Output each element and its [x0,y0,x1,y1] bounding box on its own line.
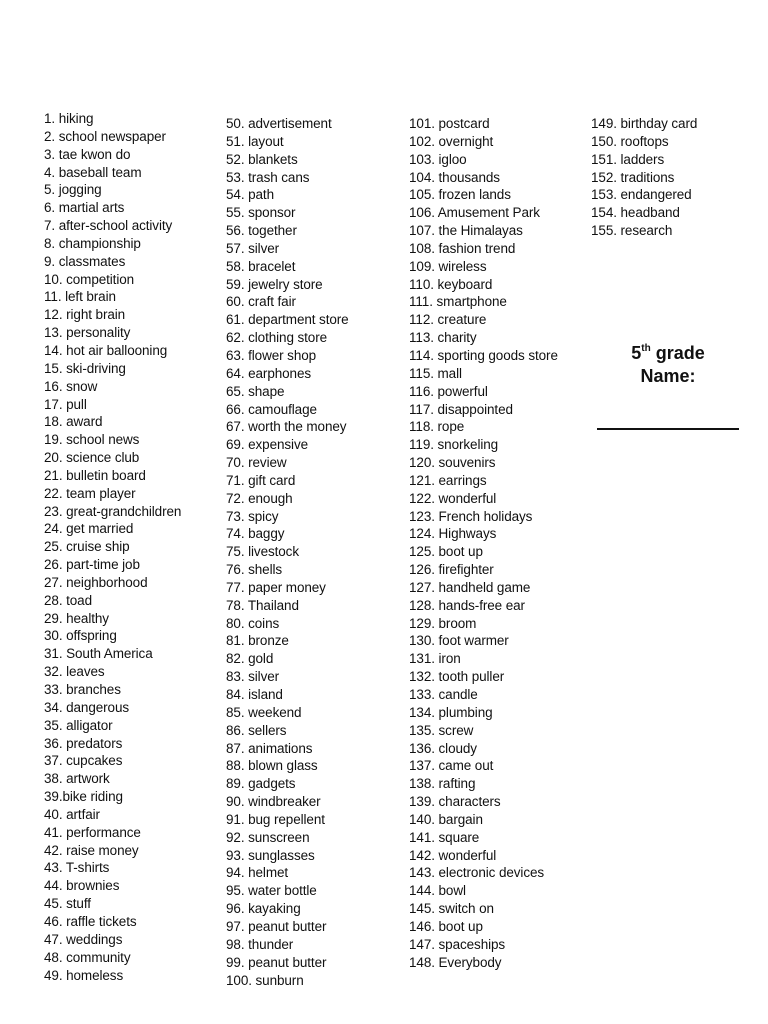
vocabulary-item: 119. snorkeling [409,437,499,453]
vocabulary-item: 106. Amusement Park [409,205,540,221]
vocabulary-item: 86. sellers [226,722,287,738]
vocabulary-item: 135. screw [409,722,474,738]
vocabulary-item: 96. kayaking [226,901,301,917]
vocabulary-item: 154. headband [591,205,680,221]
vocabulary-item: 4. baseball team [44,164,142,180]
vocabulary-item: 144. bowl [409,883,466,899]
vocabulary-item: 2. school newspaper [44,128,166,144]
vocabulary-item: 94. helmet [226,865,289,881]
vocabulary-item: 9. classmates [44,253,126,269]
vocabulary-item: 34. dangerous [44,699,130,715]
vocabulary-item: 5. jogging [44,182,102,198]
vocabulary-item: 71. gift card [226,472,296,488]
vocabulary-item: 140. bargain [409,811,483,827]
vocabulary-item: 110. keyboard [409,276,493,292]
vocabulary-item: 26. part-time job [44,557,140,573]
vocabulary-item: 133. candle [409,687,478,702]
vocabulary-item: 7. after-school activity [44,218,173,234]
vocabulary-item: 97. peanut butter [226,918,327,934]
grade-suffix: th [641,343,651,354]
vocabulary-item: 38. artwork [44,771,110,787]
vocabulary-item: 43. T-shirts [44,860,110,876]
vocabulary-item: 117. disappointed [409,401,513,417]
vocabulary-item: 149. birthday card [591,116,698,131]
vocabulary-column-1 [44,110,181,984]
vocabulary-item: 66. camouflage [226,401,317,417]
vocabulary-item: 72. enough [226,490,293,506]
vocabulary-item: 138. rafting [409,776,476,792]
vocabulary-item: 82. gold [226,651,274,667]
vocabulary-item: 141. square [409,829,480,845]
vocabulary-item: 44. brownies [44,878,120,894]
vocabulary-item: 50. advertisement [226,116,332,131]
vocabulary-item: 115. mall [409,365,462,381]
vocabulary-item: 102. overnight [409,133,494,149]
vocabulary-item: 15. ski-driving [44,360,126,376]
vocabulary-item: 142. wonderful [409,847,497,863]
vocabulary-item: 121. earrings [409,472,487,488]
vocabulary-item: 84. island [226,687,283,702]
vocabulary-item: 92. sunscreen [226,829,310,845]
vocabulary-item: 60. craft fair [226,294,296,310]
vocabulary-item: 116. powerful [409,383,488,399]
vocabulary-item: 95. water bottle [226,883,317,899]
vocabulary-item: 48. community [44,949,131,965]
vocabulary-item: 41. performance [44,824,141,840]
vocabulary-item: 24. get married [44,521,134,537]
vocabulary-item: 107. the Himalayas [409,223,523,239]
vocabulary-item: 53. trash cans [226,169,310,185]
vocabulary-item: 10. competition [44,271,135,287]
vocabulary-item: 29. healthy [44,610,109,626]
vocabulary-item: 134. plumbing [409,704,493,720]
vocabulary-item: 45. stuff [44,896,91,912]
vocabulary-item: 128. hands-free ear [409,597,525,613]
vocabulary-item: 126. firefighter [409,562,494,578]
vocabulary-item: 18. award [44,414,103,430]
vocabulary-item: 75. livestock [226,544,299,560]
vocabulary-item: 89. gadgets [226,776,296,792]
vocabulary-item: 51. layout [226,133,284,149]
worksheet-header [597,342,739,388]
vocabulary-item: 78. Thailand [226,597,299,613]
vocabulary-item: 1. hiking [44,111,94,126]
vocabulary-item: 90. windbreaker [226,794,321,810]
vocabulary-item: 49. homeless [44,967,124,983]
vocabulary-item: 83. silver [226,669,280,685]
vocabulary-item: 122. wonderful [409,490,497,506]
vocabulary-column-2 [226,115,349,989]
vocabulary-item: 12. right brain [44,307,126,323]
vocabulary-item: 100. sunburn [226,972,304,988]
grade-number: 5 [631,343,642,363]
vocabulary-item: 112. creature [409,312,487,328]
vocabulary-item: 127. handheld game [409,579,531,595]
vocabulary-item: 123. French holidays [409,508,533,524]
name-label: Name: [640,366,696,386]
vocabulary-item: 30. offspring [44,628,117,644]
vocabulary-item: 58. bracelet [226,258,296,274]
vocabulary-item: 47. weddings [44,931,123,947]
vocabulary-item: 21. bulletin board [44,467,146,483]
vocabulary-item: 93. sunglasses [226,847,315,863]
vocabulary-item: 136. cloudy [409,740,477,756]
vocabulary-item: 14. hot air ballooning [44,342,168,358]
vocabulary-item: 118. rope [409,419,465,435]
vocabulary-item: 69. expensive [226,437,309,453]
vocabulary-item: 25. cruise ship [44,539,130,555]
vocabulary-item: 129. broom [409,615,477,631]
vocabulary-item: 147. spaceships [409,936,506,952]
vocabulary-item: 81. bronze [226,633,289,649]
vocabulary-item: 22. team player [44,485,136,501]
vocabulary-item: 23. great-grandchildren [44,503,182,519]
vocabulary-item: 74. baggy [226,526,285,542]
vocabulary-item: 31. South America [44,646,153,662]
vocabulary-item: 64. earphones [226,365,312,381]
vocabulary-item: 57. silver [226,240,280,256]
vocabulary-item: 148. Everybody [409,954,502,970]
vocabulary-item: 46. raffle tickets [44,913,137,929]
vocabulary-item: 16. snow [44,378,98,394]
vocabulary-item: 27. neighborhood [44,574,148,590]
vocabulary-item: 104. thousands [409,169,500,185]
vocabulary-item: 125. boot up [409,544,483,560]
vocabulary-item: 55. sponsor [226,205,296,221]
vocabulary-item: 61. department store [226,312,349,328]
vocabulary-item: 52. blankets [226,151,298,167]
vocabulary-item: 85. weekend [226,704,302,720]
vocabulary-item: 80. coins [226,615,280,631]
vocabulary-item: 88. blown glass [226,758,318,774]
vocabulary-item: 33. branches [44,682,121,697]
vocabulary-item: 17. pull [44,396,87,412]
vocabulary-item: 103. igloo [409,151,467,167]
vocabulary-item: 114. sporting goods store [409,347,558,363]
vocabulary-item: 28. toad [44,592,92,608]
vocabulary-item: 73. spicy [226,508,279,524]
vocabulary-item: 152. traditions [591,169,675,185]
vocabulary-item: 132. tooth puller [409,669,505,685]
vocabulary-item: 150. rooftops [591,133,669,149]
vocabulary-item: 131. iron [409,651,461,667]
vocabulary-column-4 [591,115,697,240]
vocabulary-item: 3. tae kwon do [44,146,131,162]
vocabulary-item: 59. jewelry store [226,276,323,292]
vocabulary-item: 151. ladders [591,151,665,167]
vocabulary-item: 130. foot warmer [409,633,509,649]
vocabulary-item: 124. Highways [409,526,497,542]
grade-label [597,342,739,365]
vocabulary-item: 101. postcard [409,116,490,131]
vocabulary-item: 32. leaves [44,664,105,680]
vocabulary-item: 37. cupcakes [44,753,123,769]
vocabulary-column-3 [409,115,569,972]
vocabulary-item: 8. championship [44,235,141,251]
vocabulary-item: 145. switch on [409,901,494,917]
vocabulary-item: 98. thunder [226,936,294,952]
vocabulary-item: 99. peanut butter [226,954,327,970]
vocabulary-item: 153. endangered [591,187,692,203]
vocabulary-item: 111. smartphone [409,294,507,310]
vocabulary-item: 65. shape [226,383,285,399]
vocabulary-item: 54. path [226,187,274,203]
vocabulary-item: 11. left brain [44,289,116,305]
vocabulary-item: 105. frozen lands [409,187,511,203]
vocabulary-item: 6. martial arts [44,200,125,216]
vocabulary-item: 109. wireless [409,258,487,274]
vocabulary-item: 70. review [226,455,287,471]
vocabulary-item: 137. came out [409,758,494,774]
vocabulary-item: 139. characters [409,794,501,810]
vocabulary-item: 67. worth the money [226,419,347,435]
vocabulary-item: 143. electronic devices [409,865,545,881]
vocabulary-item: 91. bug repellent [226,811,325,827]
vocabulary-item: 87. animations [226,740,313,756]
vocabulary-item: 113. charity [409,330,477,346]
vocabulary-item: 146. boot up [409,918,483,934]
vocabulary-item: 76. shells [226,562,283,578]
vocabulary-item: 13. personality [44,325,131,341]
vocabulary-item: 35. alligator [44,717,113,733]
vocabulary-item: 155. research [591,223,673,239]
grade-word: grade [655,343,705,363]
vocabulary-item: 19. school news [44,432,140,448]
vocabulary-item: 56. together [226,223,297,239]
vocabulary-item: 120. souvenirs [409,455,496,471]
vocabulary-item: 62. clothing store [226,330,328,346]
vocabulary-item: 40. artfair [44,806,100,822]
name-blank-line [597,428,739,430]
vocabulary-item: 20. science club [44,450,140,466]
vocabulary-item: 77. paper money [226,579,326,595]
vocabulary-item: 108. fashion trend [409,240,516,256]
vocabulary-item: 36. predators [44,735,123,751]
vocabulary-item: 39.bike riding [44,789,123,805]
vocabulary-item: 63. flower shop [226,347,317,363]
vocabulary-item: 42. raise money [44,842,139,858]
